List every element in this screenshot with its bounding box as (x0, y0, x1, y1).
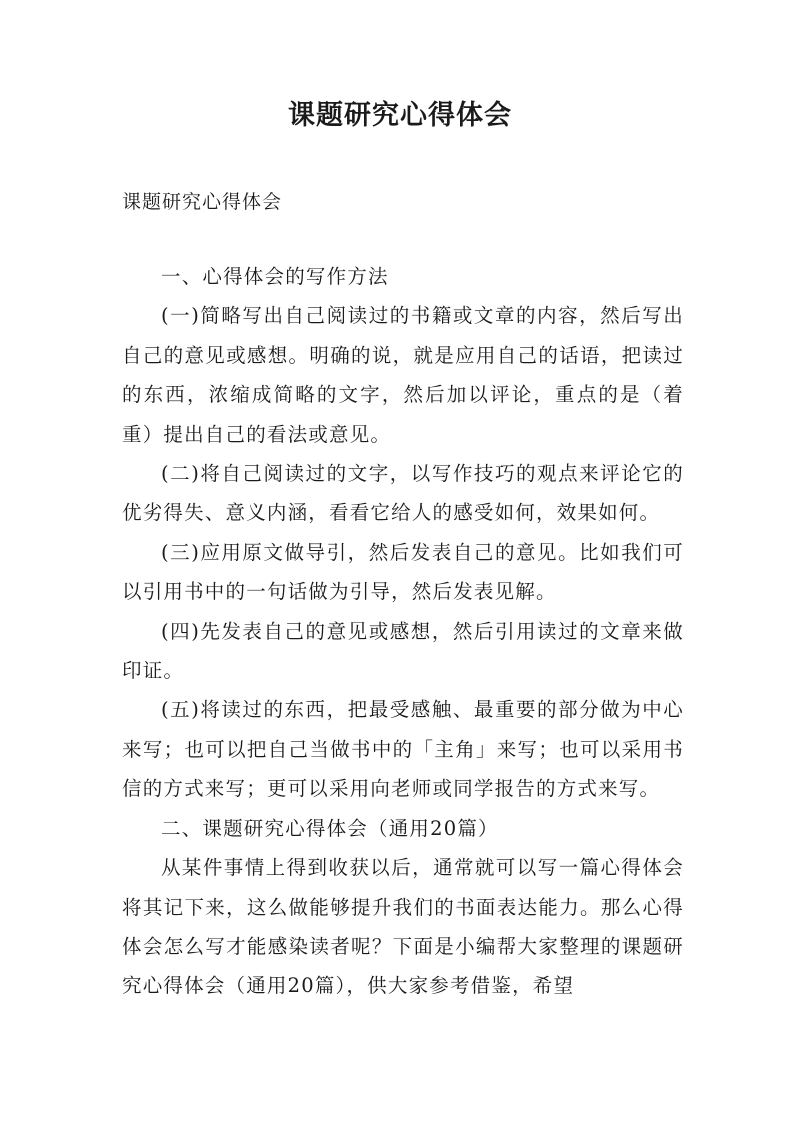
paragraph-method-4: (四)先发表自己的意见或感想，然后引用读过的文章来做印证。 (122, 619, 684, 683)
section-heading-research-experience: 二、课题研究心得体会（通用20篇） (161, 816, 499, 840)
paragraph-method-5: (五)将读过的东西，把最受感触、最重要的部分做为中心来写；也可以把自己当做书中的「主角」来写；也可以采用书信的方式来写；更可以采用向老师或同学报告的方式来写。 (122, 698, 684, 801)
document-body (122, 257, 684, 1006)
paragraph-method-3: (三)应用原文做导引，然后发表自己的意见。比如我们可以引用书中的一句话做为引导，然后发表见解。 (122, 540, 684, 604)
document-title: 课题研究心得体会 (288, 100, 512, 131)
document-subtitle: 课题研究心得体会 (122, 191, 283, 213)
paragraph-method-2: (二)将自己阅读过的文字，以写作技巧的观点来评论它的优劣得失、意义内涵，看看它给人的感受如何，效果如何。 (122, 462, 684, 525)
section-heading-writing-method: 一、心得体会的写作方法 (161, 265, 389, 288)
paragraph-intro: 从某件事情上得到收获以后，通常就可以写一篇心得体会将其记下来，这么做能够提升我们的书面表达能力。那么心得体会怎么写才能感染读者呢？下面是小编帮大家整理的课题研究心得体会（通用20篇），供大家参考借鉴，希望 (122, 856, 684, 998)
paragraph-method-1: (一)简略写出自己阅读过的书籍或文章的内容，然后写出自己的意见或感想。明确的说，就是应用自己的话语，把读过的东西，浓缩成简略的文字，然后加以评论，重点的是（着重）提出自己的看法或意见。 (122, 304, 684, 446)
